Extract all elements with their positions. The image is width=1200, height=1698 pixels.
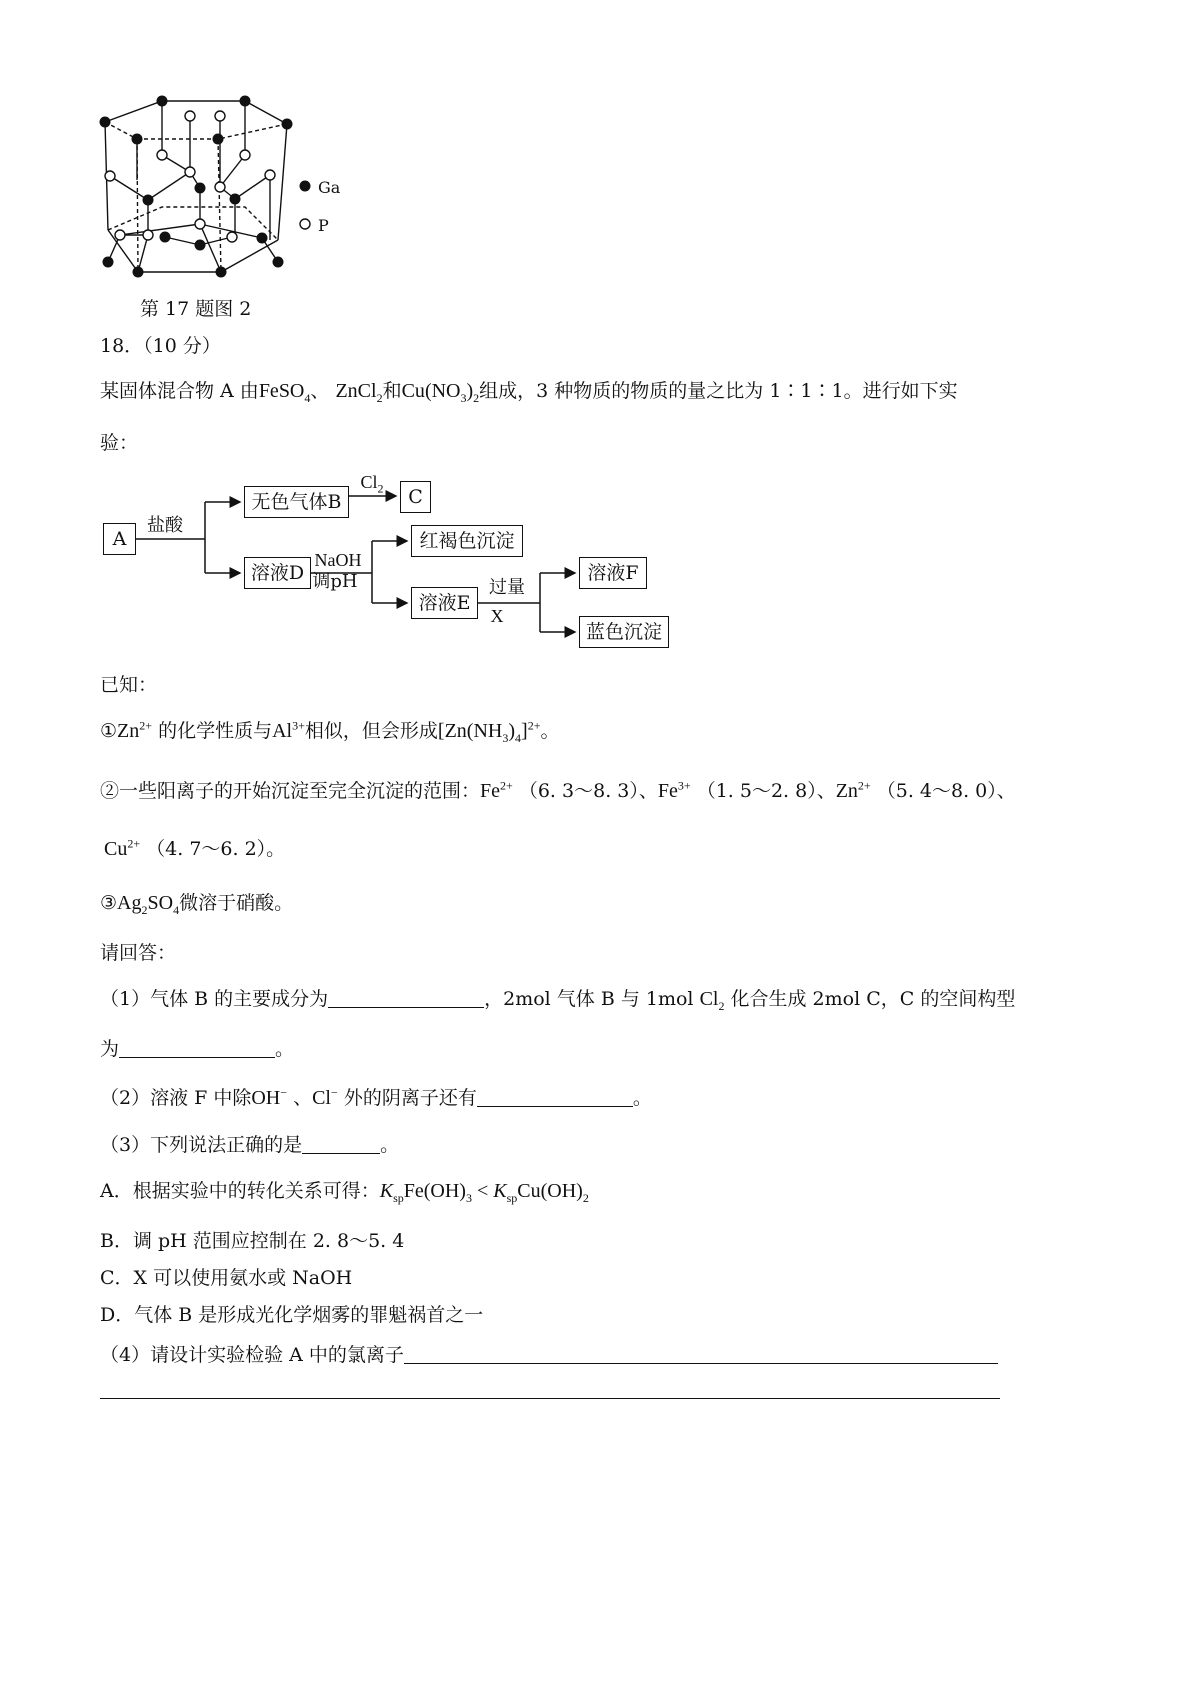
known-fact-2: ②一些阳离子的开始沉淀至完全沉淀的范围：$Fe^{2+}$ （6. 3～8. 3）、$Fe^{3+}$ （1. 5～2. 8）、$Zn^{2+}$ （5. 4～8. 0）、 bbox=[100, 778, 1016, 802]
known-fact-1: $①Zn^{2+}$ 的化学性质与$Al^{3+}$相似，但会形成$[Zn(NH_3)_4]^{2+}$。 bbox=[100, 718, 560, 745]
box-a: A bbox=[103, 523, 136, 555]
box-blue-precipitate: 蓝色沉淀 bbox=[579, 616, 669, 648]
box-solution-d: 溶液D bbox=[244, 557, 311, 589]
question-2: （2）溶液 F 中除OH− 、Cl− 外的阴离子还有 。 bbox=[100, 1085, 652, 1109]
option-b: B．调 pH 范围应控制在 2. 8～5. 4 bbox=[100, 1230, 405, 1252]
box-solution-e: 溶液E bbox=[411, 587, 478, 619]
question-heading: 18．（10 分） bbox=[100, 335, 221, 357]
question-3: （3）下列说法正确的是 。 bbox=[100, 1134, 400, 1156]
label-naoh: NaOH bbox=[314, 550, 362, 570]
legend-p-label: P bbox=[318, 216, 329, 235]
box-c: C bbox=[400, 481, 431, 513]
figure-caption: 第 17 题图 2 bbox=[140, 298, 252, 320]
label-x: X bbox=[490, 606, 504, 626]
box-red-precipitate: 红褐色沉淀 bbox=[411, 525, 523, 557]
question-4: （4）请设计实验检验 A 中的氯离子 bbox=[100, 1342, 998, 1368]
option-a: A．根据实验中的转化关系可得：$K_{sp}Fe(OH)_3 < K_{sp}Cu(OH)_2$ bbox=[100, 1180, 589, 1205]
answer-prompt: 请回答： bbox=[100, 942, 177, 964]
answer-blank-1b[interactable] bbox=[119, 1037, 275, 1058]
option-d: D．气体 B 是形成光化学烟雾的罪魁祸首之一 bbox=[100, 1304, 484, 1326]
legend-ga-label: Ga bbox=[318, 178, 341, 197]
answer-blank-3[interactable] bbox=[302, 1133, 380, 1154]
label-excess: 过量 bbox=[489, 577, 525, 598]
option-c: C．X 可以使用氨水或 NaOH bbox=[100, 1267, 353, 1289]
answer-blank-4a[interactable] bbox=[404, 1343, 998, 1364]
known-label: 已知： bbox=[100, 674, 158, 696]
answer-blank-4b[interactable] bbox=[100, 1397, 1000, 1399]
box-gas-b: 无色气体B bbox=[244, 486, 349, 518]
question-1: （1）气体 B 的主要成分为 ，2mol 气体 B 与 1mol $Cl_2$ 化合生成 2mol C，C 的空间构型 bbox=[100, 988, 1016, 1013]
label-adjust-ph: 调pH bbox=[312, 571, 358, 592]
known-fact-2-cont: $Cu^{2+}$ （4. 7～6. 2）。 bbox=[104, 836, 286, 860]
answer-blank-2[interactable] bbox=[477, 1086, 633, 1107]
box-solution-f: 溶液F bbox=[579, 557, 647, 589]
question-1-cont: 为 。 bbox=[100, 1038, 295, 1060]
answer-blank-1a[interactable] bbox=[328, 987, 484, 1008]
label-hcl: 盐酸 bbox=[147, 515, 183, 536]
label-cl2: $Cl_2$ bbox=[360, 472, 384, 496]
intro-line-1: 某固体混合物 A 由FeSO$_4$、 ZnCl$_2$和$Cu(NO_3)_2$组成，3 种物质的物质的量之比为 1∶1∶1。进行如下实 bbox=[100, 380, 958, 405]
intro-line-2: 验： bbox=[100, 432, 139, 454]
known-fact-3: $③Ag_2SO_4$微溶于硝酸。 bbox=[100, 892, 294, 917]
